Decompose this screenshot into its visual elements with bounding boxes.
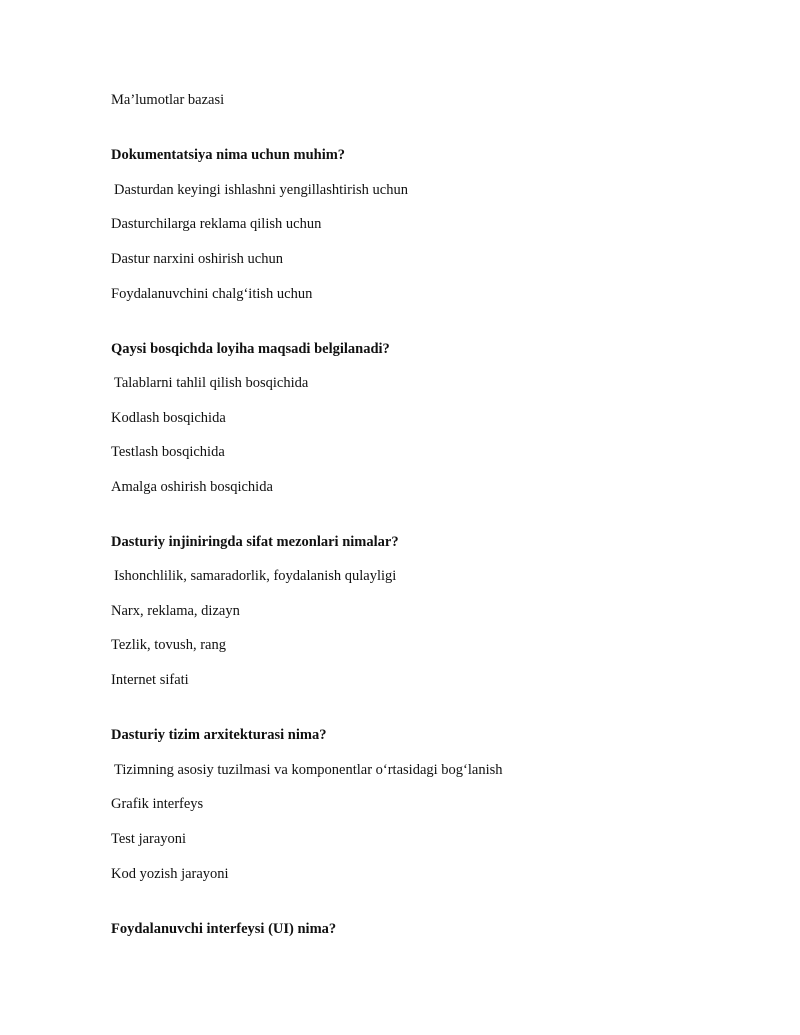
answer-3-4: Internet sifati bbox=[111, 672, 189, 688]
answer-2-4: Amalga oshirish bosqichida bbox=[111, 479, 273, 495]
answer-4-2: Grafik interfeys bbox=[111, 796, 204, 812]
question-4: Dasturiy tizim arxitekturasi nima? bbox=[111, 727, 327, 743]
question-3: Dasturiy injiniringda sifat mezonlari nimalar? bbox=[111, 534, 399, 550]
answer-4-4: Kod yozish jarayoni bbox=[111, 866, 229, 882]
answer-2-3: Testlash bosqichida bbox=[111, 444, 225, 460]
answer-1-1: Dasturdan keyingi ishlashni yengillashtirish uchun bbox=[114, 182, 408, 198]
answer-3-3: Tezlik, tovush, rang bbox=[111, 637, 226, 653]
answer-3-2: Narx, reklama, dizayn bbox=[111, 603, 240, 619]
answer-1-2: Dasturchilarga reklama qilish uchun bbox=[111, 216, 322, 232]
answer-3-1: Ishonchlilik, samaradorlik, foydalanish qulayligi bbox=[114, 568, 397, 584]
answer-2-1: Talablarni tahlil qilish bosqichida bbox=[114, 375, 309, 391]
answer-2-2: Kodlash bosqichida bbox=[111, 410, 226, 426]
question-1: Dokumentatsiya nima uchun muhim? bbox=[111, 147, 346, 163]
intro-line: Ma’lumotlar bazasi bbox=[111, 92, 225, 108]
answer-4-3: Test jarayoni bbox=[111, 831, 187, 847]
question-2: Qaysi bosqichda loyiha maqsadi belgilanadi? bbox=[111, 341, 390, 357]
answer-1-3: Dastur narxini oshirish uchun bbox=[111, 251, 283, 267]
question-5: Foydalanuvchi interfeysi (UI) nima? bbox=[111, 921, 337, 937]
answer-4-1: Tizimning asosiy tuzilmasi va komponentlar o‘rtasidagi bog‘lanish bbox=[114, 762, 503, 778]
answer-1-4: Foydalanuvchini chalg‘itish uchun bbox=[111, 286, 313, 302]
